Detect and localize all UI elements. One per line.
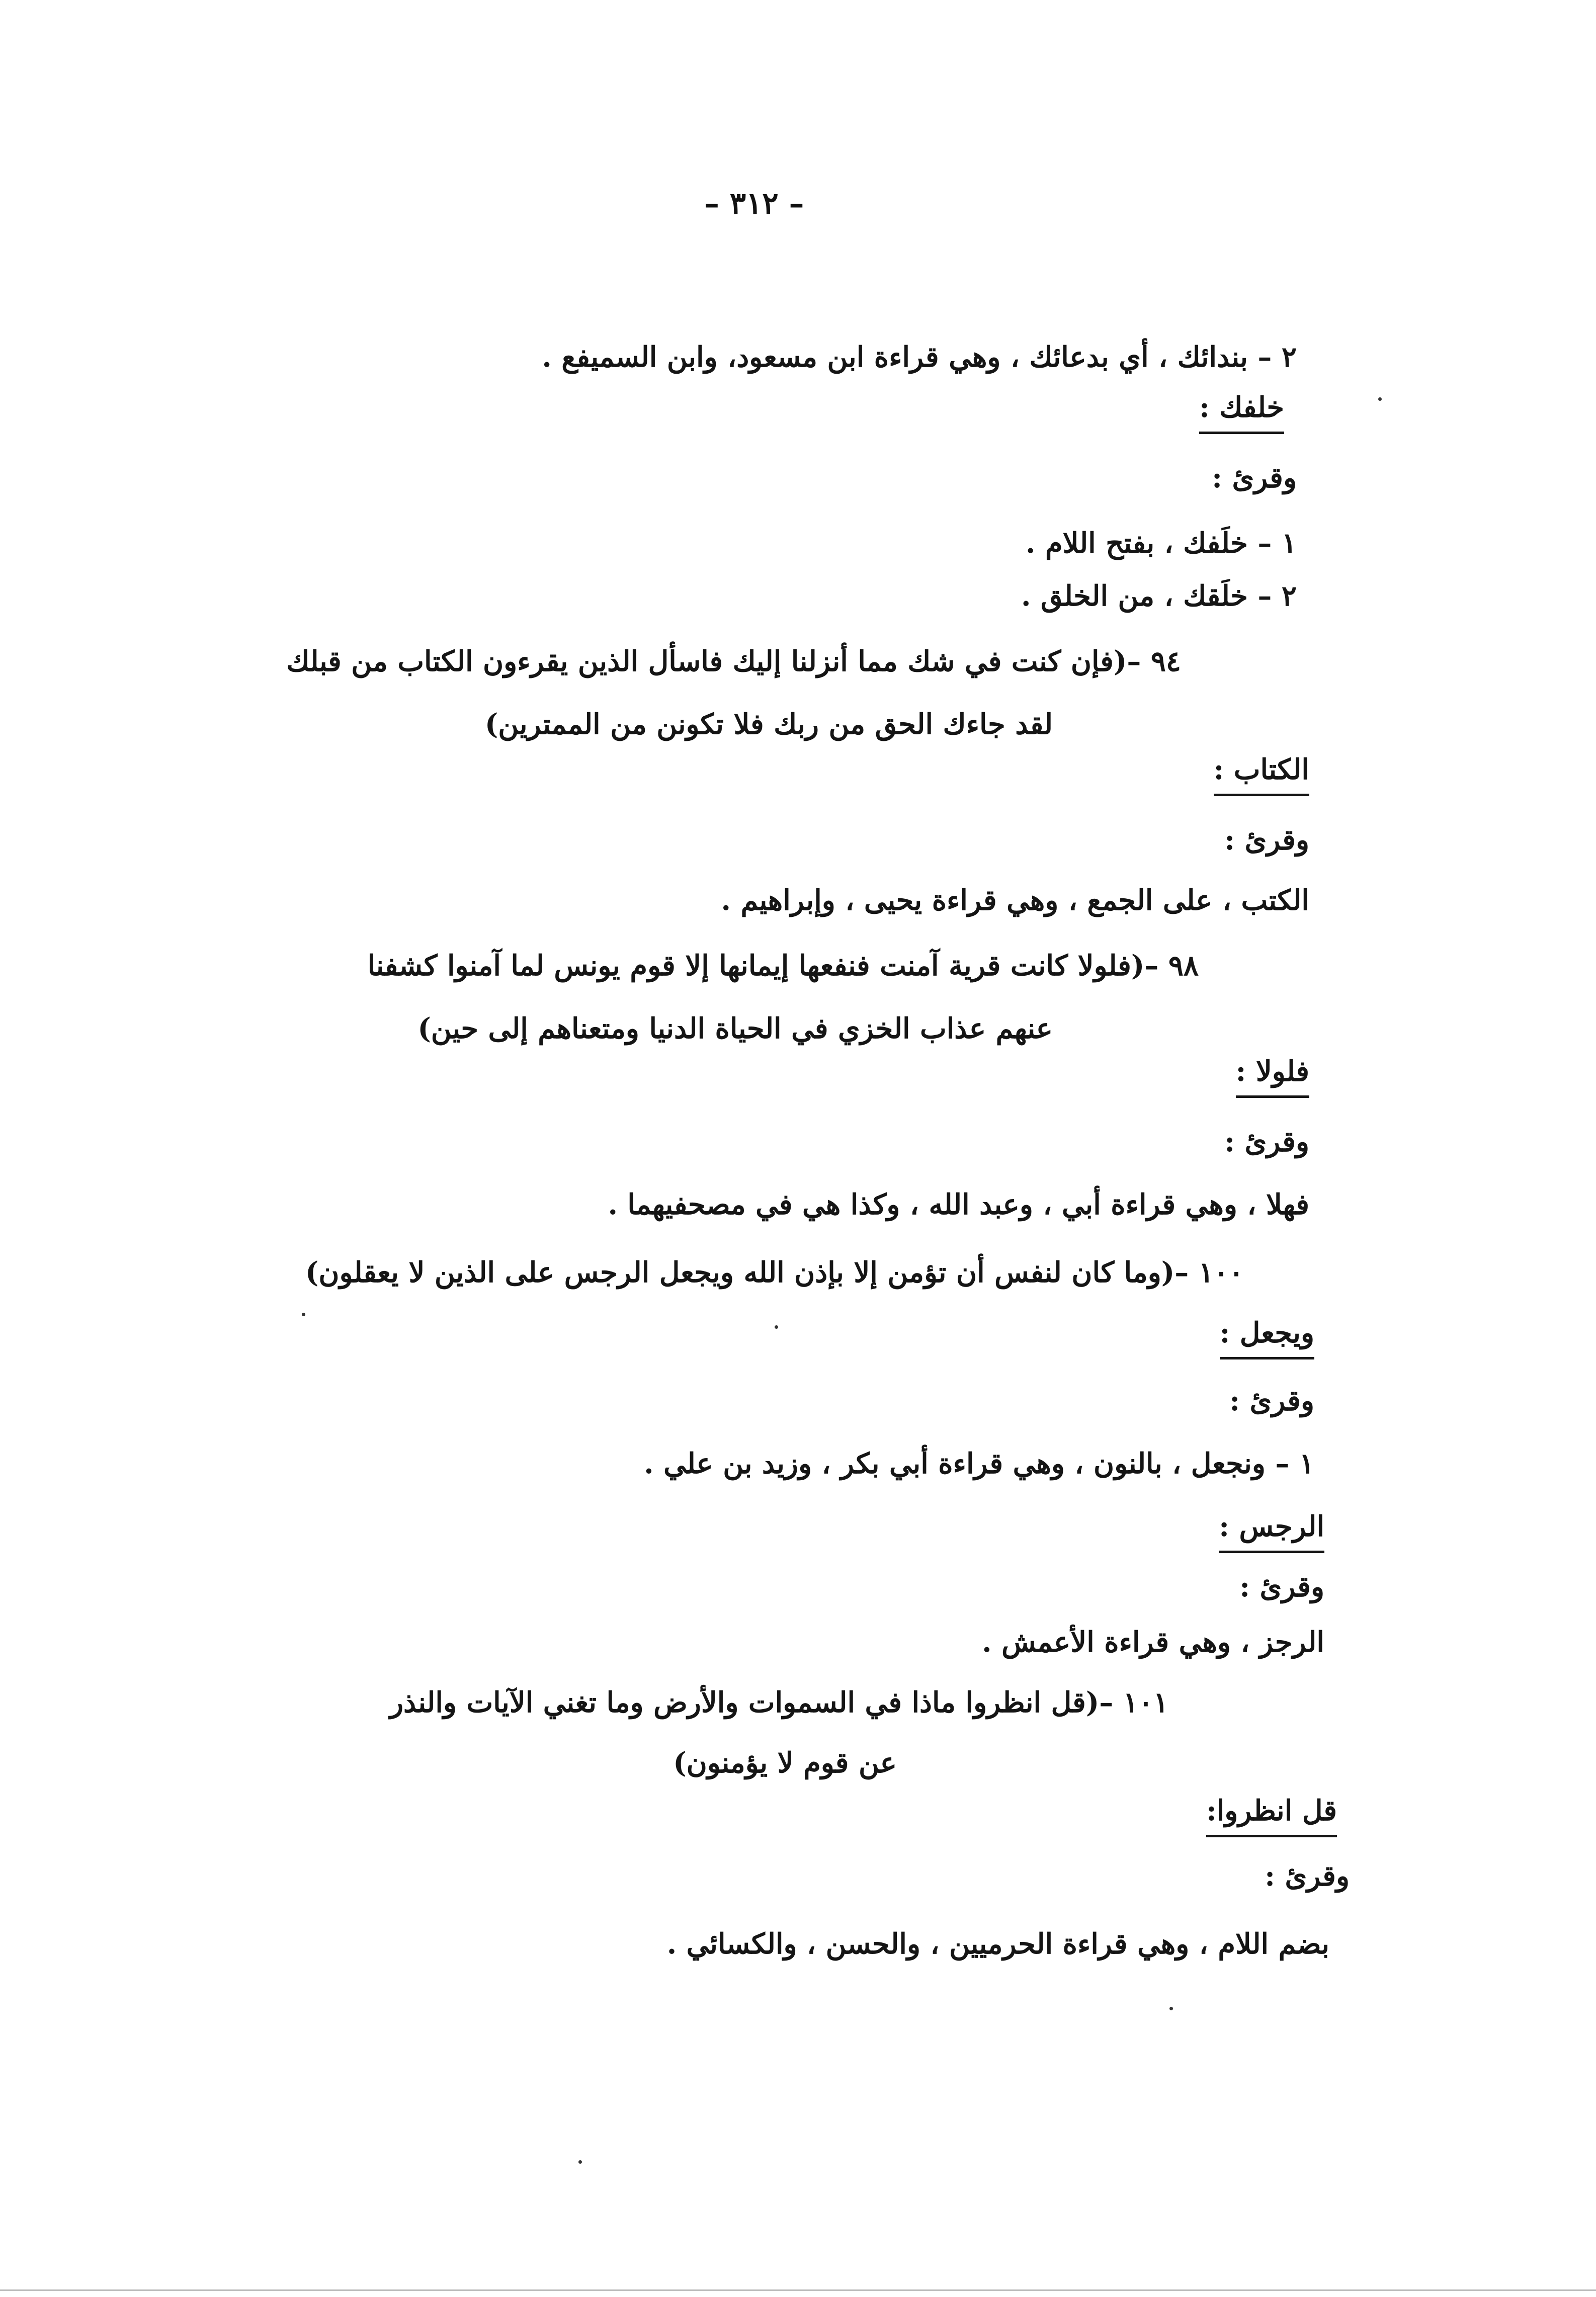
text-line: ١ – خلَفك ، بفتح اللام .	[1026, 527, 1297, 560]
verse-line: لقد جاءك الحق من ربك فلا تكونن من الممترين)	[484, 708, 1053, 741]
text-line: فهلا ، وهي قراءة أبي ، وعبد الله ، وكذا هي في مصحفيهما .	[608, 1188, 1309, 1221]
heading-word: فلولا :	[1236, 1051, 1309, 1098]
scan-speck	[775, 1325, 778, 1329]
text-line: ٢ – بندائك ، أي بدعائك ، وهي قراءة ابن مسعود، وابن السميفع .	[542, 341, 1297, 374]
verse-line: ٩٨ –(فلولا كانت قرية آمنت فنفعها إيمانها إلا قوم يونس لما آمنوا كشفنا	[367, 949, 1199, 982]
verse-line: ١٠٠ –(وما كان لنفس أن تؤمن إلا بإذن الله ويجعل الرجس على الذين لا يعقلون)	[305, 1256, 1244, 1289]
text-line: وقرئ :	[1239, 1570, 1324, 1603]
text-line: وقرئ :	[1212, 461, 1297, 494]
text-line: وقرئ :	[1229, 1384, 1314, 1417]
heading-word: الكتاب :	[1214, 749, 1309, 796]
text-line: الكتب ، على الجمع ، وهي قراءة يحيى ، وإبراهيم .	[721, 884, 1309, 917]
page-number: – ٣١٢ –	[704, 186, 804, 221]
verse-line: ١٠١ –(قل انظروا ماذا في السموات والأرض وما تغني الآيات والنذر	[389, 1686, 1168, 1719]
viewer-bottom-border	[0, 2289, 1596, 2291]
heading-word: خلفك :	[1199, 387, 1284, 434]
verse-line: عنهم عذاب الخزي في الحياة الدنيا ومتعناهم إلى حين)	[417, 1012, 1053, 1045]
text-line: الرجز ، وهي قراءة الأعمش .	[982, 1626, 1324, 1659]
text-line: وقرئ :	[1265, 1859, 1350, 1893]
verse-line: ٩٤ –(فإن كنت في شك مما أنزلنا إليك فاسأل الذين يقرءون الكتاب من قبلك	[286, 645, 1181, 678]
text-line: بضم اللام ، وهي قراءة الحرميين ، والحسن ، والكسائي .	[666, 1927, 1329, 1961]
text-line: ٢ – خلَقك ، من الخلق .	[1021, 579, 1297, 613]
heading-word: الرجس :	[1219, 1506, 1324, 1553]
text-line: وقرئ :	[1224, 1125, 1309, 1158]
scan-speck	[1378, 397, 1382, 401]
text-line: وقرئ :	[1224, 823, 1309, 857]
heading-word: قل انظروا:	[1206, 1791, 1337, 1837]
text-line: ١ – ونجعل ، بالنون ، وهي قراءة أبي بكر ، وزيد بن علي .	[644, 1447, 1314, 1480]
scan-speck	[302, 1313, 305, 1316]
scan-speck	[578, 2160, 582, 2164]
heading-word: ويجعل :	[1220, 1313, 1314, 1359]
scan-speck	[1169, 2007, 1173, 2010]
verse-line: عن قوم لا يؤمنون)	[673, 1746, 897, 1779]
